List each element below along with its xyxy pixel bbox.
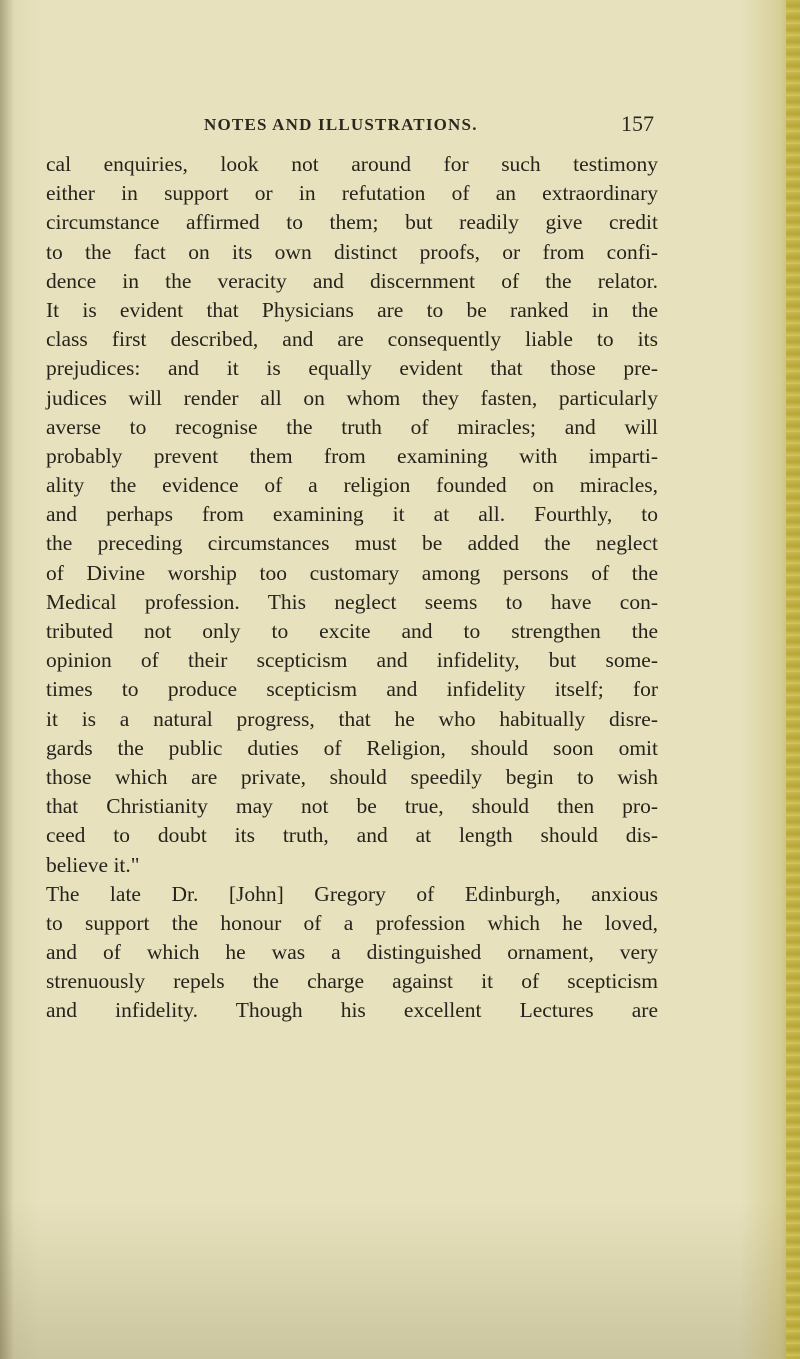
text-line: either in support or in refutation of an extraordinary (46, 181, 658, 206)
body-text (46, 150, 658, 1026)
text-line: times to produce scepticism and infidelity itself; for (46, 677, 658, 702)
text-line: believe it." (46, 852, 140, 877)
text-line: opinion of their scepticism and infidelity, but some- (46, 648, 658, 673)
text-line: class first described, and are consequently liable to its (46, 327, 658, 352)
text-line: and infidelity. Though his excellent Lectures are (46, 998, 658, 1023)
running-head: NOTES AND ILLUSTRATIONS. (204, 115, 478, 134)
text-line: tributed not only to excite and to strengthen the (46, 619, 658, 643)
text-line: The late Dr. [John] Gregory of Edinburgh, anxious (46, 881, 658, 906)
text-line: averse to recognise the truth of miracles; and will (46, 414, 658, 439)
page-gutter-shadow (0, 0, 14, 1359)
text-line: It is evident that Physicians are to be ranked in the (46, 297, 658, 322)
text-line: gards the public duties of Religion, should soon omit (46, 735, 658, 760)
page-edge-stain (786, 0, 800, 1359)
text-line: the preceding circumstances must be added the neglect (46, 531, 658, 556)
text-line: Medical profession. This neglect seems to have con- (46, 589, 658, 614)
text-line: it is a natural progress, that he who habitually disre- (46, 706, 658, 731)
text-line: judices will render all on whom they fasten, particularly (46, 385, 658, 410)
page-header (204, 111, 654, 139)
page-number: 157 (621, 111, 654, 136)
text-line: of Divine worship too customary among persons of the (46, 560, 658, 585)
text-line: circumstance affirmed to them; but readily give credit (46, 210, 658, 235)
text-line: to support the honour of a profession which he loved, (46, 910, 658, 935)
text-line: ality the evidence of a religion founded on miracles, (46, 473, 658, 498)
text-line: and perhaps from examining it at all. Fourthly, to (46, 502, 658, 527)
text-line: ceed to doubt its truth, and at length should dis- (46, 823, 658, 848)
text-line: to the fact on its own distinct proofs, or from confi- (46, 239, 658, 264)
text-line: strenuously repels the charge against it of scepticism (46, 969, 658, 994)
text-line: cal enquiries, look not around for such testimony (46, 152, 658, 176)
text-line: those which are private, should speedily begin to wish (46, 764, 658, 789)
text-line: and of which he was a distinguished ornament, very (46, 940, 658, 965)
text-line: dence in the veracity and discernment of the relator. (46, 268, 658, 293)
text-line: prejudices: and it is equally evident that those pre- (46, 356, 658, 381)
text-line: probably prevent them from examining with imparti- (46, 443, 658, 468)
text-line: that Christianity may not be true, should then pro- (46, 794, 658, 819)
